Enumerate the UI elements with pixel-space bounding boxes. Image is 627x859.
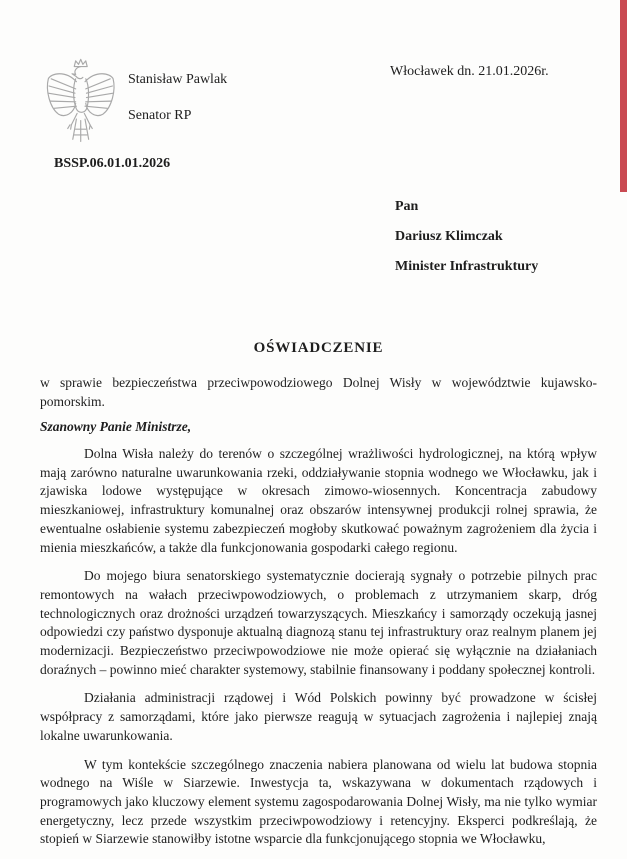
recipient-block [395,192,597,282]
body-paragraph-4: W tym kontekście szczególnego znaczenia nabiera planowana od wielu lat budowa stopnia wodnego na Wiśle w Siarzewie. Inwestycja ta, wskazywana w dokumentach rządowych i programowych jako kluczowy element systemu zagospodarowania Dolnej Wisły, ma nie tylko wymiar energetyczny, lecz przede wszystkim przeciwpowodziowy i retencyjny. Eksperci podkreślają, że stopień w Siarzewie stanowiłby istotne wsparcie dla funkcjonującego stopnia we Włocławku, [40,756,597,847]
recipient-salutation: Pan [395,199,419,214]
body-paragraph-3: Działania administracji rządowej i Wód Polskich powinny być prowadzone w ścisłej współpracy z samorządami, które jako pierwsze reagują w sytuacjach zagrożenia i najlepiej znają lokalne uwarunkowania. [40,690,597,743]
red-bookmark-stripe [620,0,627,192]
recipient-name: Dariusz Klimczak [395,229,503,244]
letterhead [40,56,597,152]
body-paragraph-1: Dolna Wisła należy do terenów o szczególnej wrażliwości hydrologicznej, na którą wpływ mają zarówno naturalne uwarunkowania rzeki, oddziaływanie stopnia wodnego we Włocławku, jak i zjawiska lodowe występujące w okresach zimowo-wiosennych. Koncentracja zabudowy mieszkaniowej, infrastruktury komunalnej oraz obszarów intensywnej produkcji rolnej sprawia, że ewentualne osłabienie systemu zabezpieczeń mogłoby skutkować poważnym zagrożeniem dla życia i mienia mieszkańców, a także dla funkcjonowania gospodarki całego regionu. [40,446,597,555]
sender-name: Stanisław Pawlak [128,72,228,87]
recipient-position: Minister Infrastruktury [395,259,539,274]
greeting-line: Szanowny Panie Ministrze, [40,419,192,434]
sender-block [128,62,227,134]
body-paragraph-2: Do mojego biura senatorskiego systematycznie docierają sygnały o potrzebie pilnych prac remontowych na wałach przeciwpowodziowych, o problemach z utrzymaniem skarp, dróg technologicznych oraz drożności urządzeń towarzyszących. Mieszkańcy i samorządy oczekują jasnej odpowiedzi czy państwo dysponuje aktualną diagnozą stanu tej infrastruktury oraz realnym planem jej modernizacji. Bezpieczeństwo przeciwpowodziowe nie może opierać się wyłącznie na działaniach doraźnych – powinno mieć charakter systemowy, stabilnie finansowany i poddany społecznej kontroli. [40,568,597,677]
letter-content [40,0,597,849]
reference-number: BSSP.06.01.01.2026 [54,156,171,171]
polish-eagle-emblem-icon [44,56,116,152]
place-and-date: Włocławek dn. 21.01.2026r. [390,64,549,79]
sender-title: Senator RP [128,108,192,123]
document-subject: w sprawie bezpieczeństwa przeciwpowodziowego Dolnej Wisły w województwie kujawsko-pomorskim. [40,375,597,409]
document-title: OŚWIADCZENIE [253,340,384,356]
